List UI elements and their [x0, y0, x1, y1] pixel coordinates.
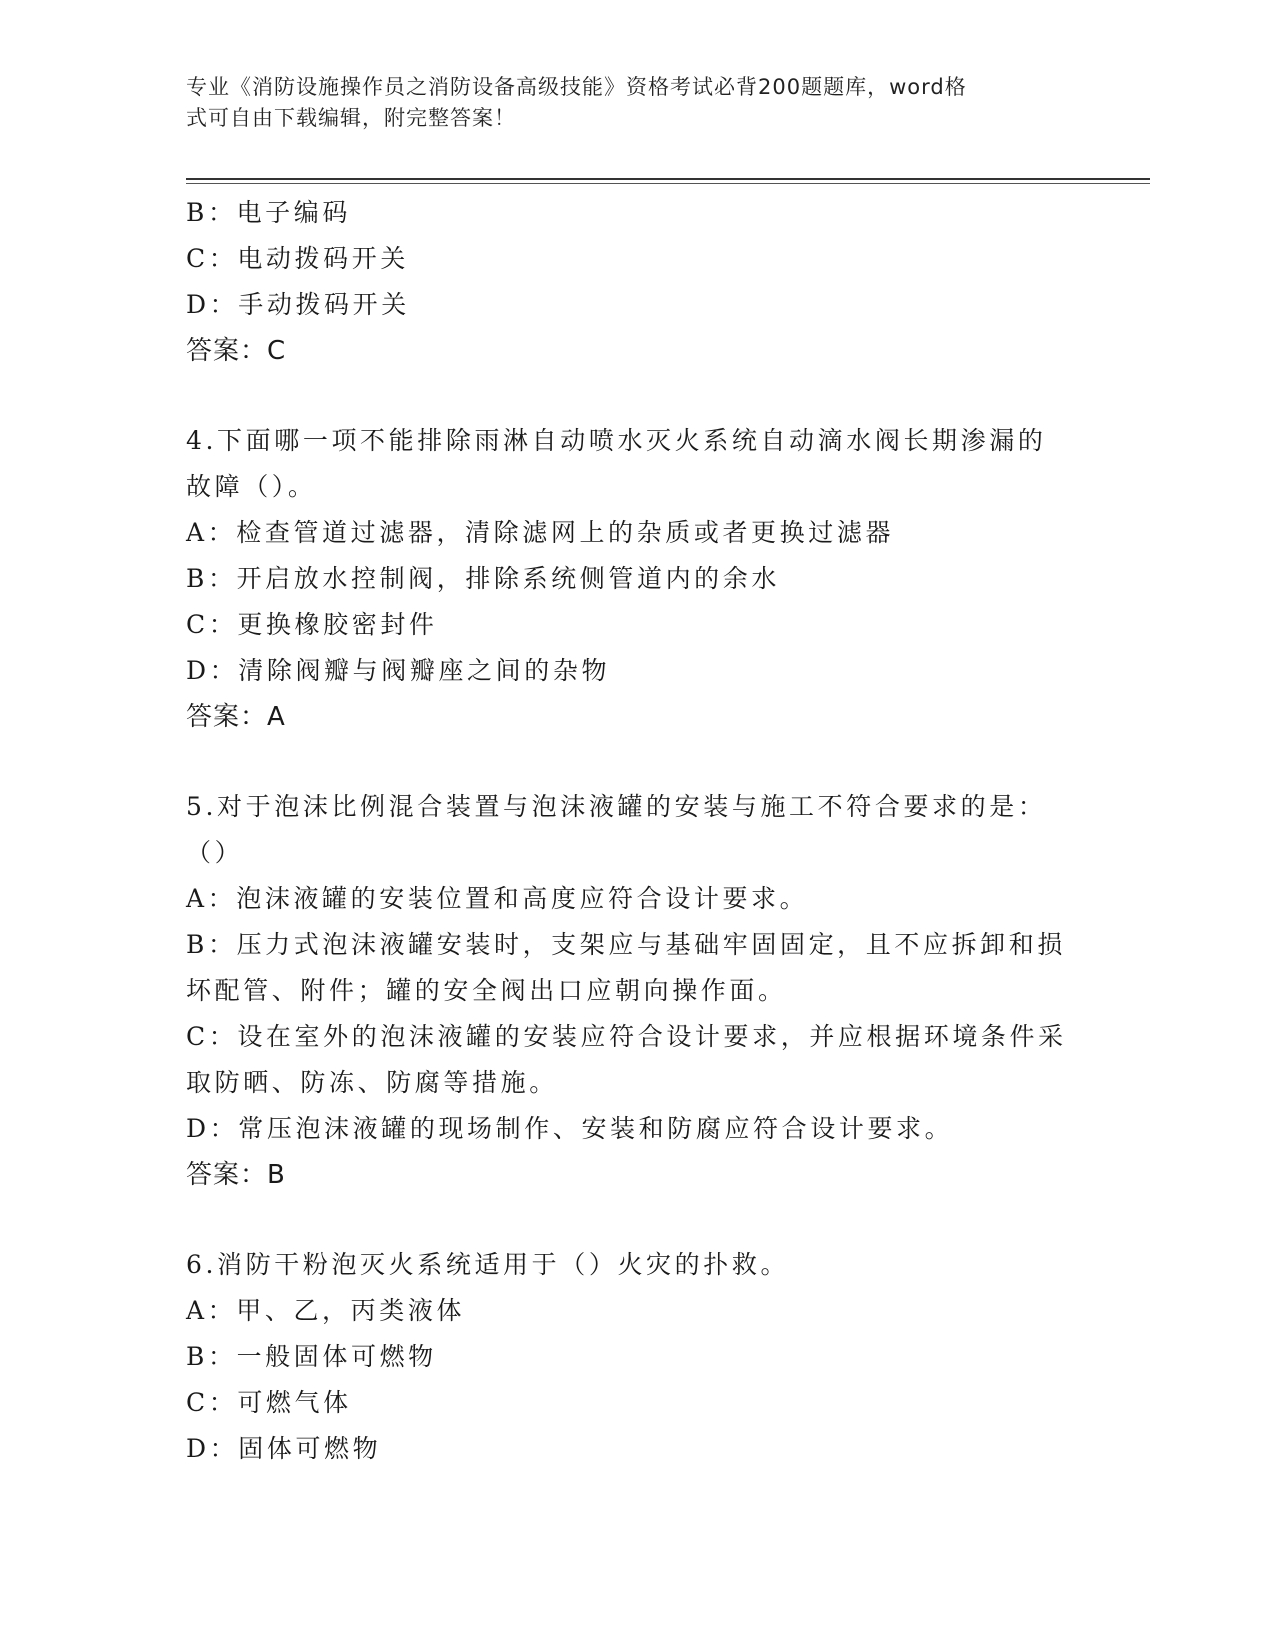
question-5-stem-line-1: 5.对于泡沫比例混合装置与泡沫液罐的安装与施工不符合要求的是：: [186, 792, 1047, 821]
header-divider-thick: [186, 178, 1150, 180]
question-5-option-c-line-2: 取防晒、防冻、防腐等措施。: [186, 1068, 558, 1097]
question-spacer: [186, 740, 1086, 784]
question-6-option-d: D：固体可燃物: [186, 1434, 382, 1463]
question-list: [186, 190, 1086, 1472]
question-5-option-a: A：泡沫液罐的安装位置和高度应符合设计要求。: [186, 884, 809, 913]
header-divider-thin: [186, 183, 1150, 184]
question-5-answer: 答案：B: [186, 1160, 286, 1190]
question-4-answer: 答案：A: [186, 702, 286, 732]
header-line-1: 专业《消防设施操作员之消防设备高级技能》资格考试必背200题题库，word格: [186, 75, 967, 99]
question-6-option-c: C：可燃气体: [186, 1388, 352, 1417]
document-header: [186, 72, 1066, 134]
question-4-option-d: D：清除阀瓣与阀瓣座之间的杂物: [186, 656, 611, 685]
question-4-stem-line-1: 4.下面哪一项不能排除雨淋自动喷水灭火系统自动滴水阀长期渗漏的: [186, 426, 1047, 455]
question-5-option-c-line-1: C：设在室外的泡沫液罐的安装应符合设计要求，并应根据环境条件采: [186, 1022, 1067, 1051]
question-4-option-b: B：开启放水控制阀，排除系统侧管道内的余水: [186, 564, 780, 593]
question-4: [186, 418, 1086, 740]
question-6-stem: 6.消防干粉泡灭火系统适用于（）火灾的扑救。: [186, 1250, 790, 1279]
question-5-option-d: D：常压泡沫液罐的现场制作、安装和防腐应符合设计要求。: [186, 1114, 954, 1143]
question-5-option-b-line-2: 坏配管、附件；罐的安全阀出口应朝向操作面。: [186, 976, 787, 1005]
question-spacer: [186, 374, 1086, 418]
question-4-stem-line-2: 故障（）。: [186, 472, 317, 501]
question-6-option-b: B：一般固体可燃物: [186, 1342, 437, 1371]
question-5-stem-line-2: （）: [186, 838, 244, 867]
question-6-option-a: A：甲、乙，丙类液体: [186, 1296, 466, 1325]
question-spacer: [186, 1198, 1086, 1242]
question-3: [186, 190, 1086, 374]
question-4-option-a: A：检查管道过滤器，清除滤网上的杂质或者更换过滤器: [186, 518, 895, 547]
question-4-option-c: C：更换橡胶密封件: [186, 610, 438, 639]
header-line-2: 式可自由下载编辑，附完整答案！: [186, 106, 516, 130]
question-3-option-b: B：电子编码: [186, 198, 351, 227]
question-5: [186, 784, 1086, 1198]
question-6: [186, 1242, 1086, 1472]
question-3-answer: 答案：C: [186, 336, 287, 366]
question-3-option-c: C：电动拨码开关: [186, 244, 409, 273]
question-5-option-b-line-1: B：压力式泡沫液罐安装时，支架应与基础牢固固定，且不应拆卸和损: [186, 930, 1066, 959]
question-3-option-d: D：手动拨码开关: [186, 290, 410, 319]
